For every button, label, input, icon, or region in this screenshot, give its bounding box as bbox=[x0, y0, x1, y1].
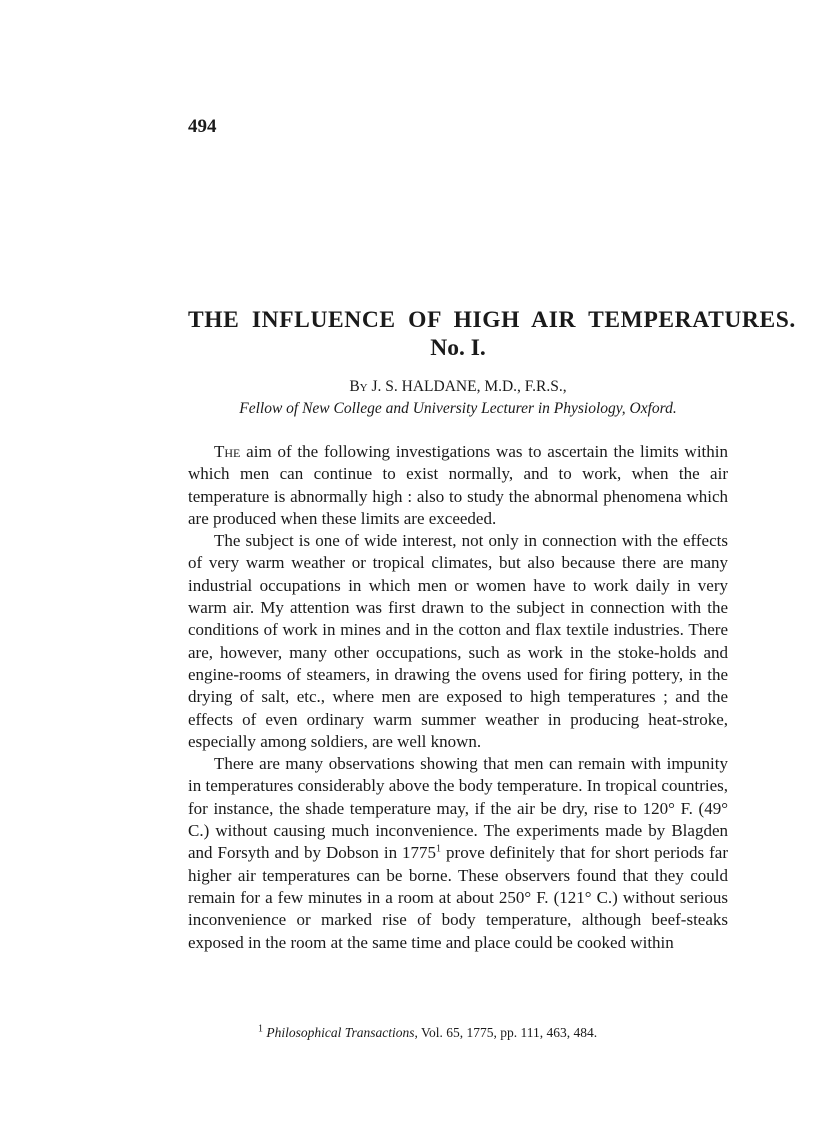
footnote bbox=[188, 1024, 728, 1042]
page-number: 494 bbox=[188, 116, 217, 137]
footnote-source-details: , Vol. 65, 1775, pp. 111, 463, 484. bbox=[414, 1025, 598, 1040]
byline-by: By bbox=[349, 378, 368, 395]
paragraph-3-text-a: There are many observations showing that men can remain with impunity in temperatures considerably above the body temperature. In tropical countries, for instance, the shade temperature may, if the air be dry, rise to 120° F. (49° C.) without causing much inconvenience. The experiments made by Blagden and Forsyth and by Dobson in 1775 bbox=[188, 754, 728, 863]
paragraph-3-text-b: prove definitely that for short periods far higher air temperatures can be borne. These observers found that they could remain for a few minutes in a room at about 250° F. (121° C.) without serious inconvenience or marked rise of body temperature, although beef-steaks exposed in the room at the same time and place could be cooked within bbox=[188, 843, 728, 952]
author-name: J. S. HALDANE, M.D., F.R.S., bbox=[371, 378, 567, 395]
paragraph-3 bbox=[188, 753, 728, 954]
footnote-source-title: Philosophical Transactions bbox=[266, 1025, 415, 1040]
author-affiliation: Fellow of New College and University Lecturer in Physiology, Oxford. bbox=[239, 400, 677, 417]
article-title: THE INFLUENCE OF HIGH AIR TEMPERATURES. bbox=[188, 307, 796, 333]
article-subtitle: No. I. bbox=[430, 335, 486, 361]
body-text bbox=[188, 441, 728, 954]
title-block bbox=[188, 306, 796, 420]
paragraph-2: The subject is one of wide interest, not only in connection with the effects of very warm weather or tropical climates, but also because there are many industrial occupations in which men or women have to work daily in very warm air. My attention was first drawn to the subject in connection with the conditions of work in mines and in the cotton and flax textile industries. There are, however, many other occupations, such as work in the stoke-holds and engine-rooms of steamers, in drawing the ovens used for firing pottery, in the drying of salt, etc., where men are exposed to high temperatures ; and the effects of even ordinary warm summer weather in producing heat-stroke, especially among soldiers, are well known. bbox=[188, 531, 728, 751]
paragraph-1-text: aim of the following investigations was to ascertain the limits within which men can continue to exist normally, and to work, when the air temperature is abnormally high : also to study the abnormal phenomena which are produced when these limits are exceeded. bbox=[188, 442, 728, 528]
footnote-mark: 1 bbox=[258, 1023, 263, 1035]
footnote-ref: 1 bbox=[436, 843, 442, 855]
paragraph-1 bbox=[188, 441, 728, 530]
paragraph-1-lead: The bbox=[214, 442, 241, 461]
byline bbox=[188, 376, 728, 398]
